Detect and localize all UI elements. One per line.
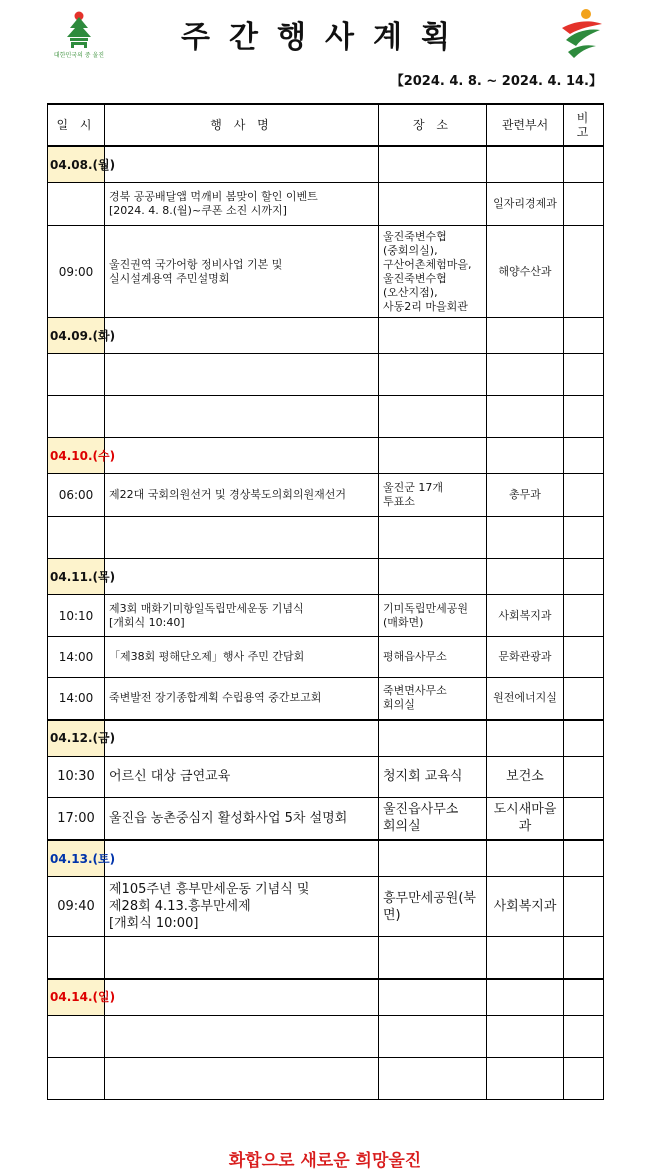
department-cell: 해양수산과 [487, 226, 564, 318]
date-row [48, 318, 604, 354]
column-header-place: 장 소 [379, 104, 487, 146]
event-name-cell [105, 937, 379, 979]
department-cell: 도시새마을과 [487, 797, 564, 840]
empty-cell [379, 979, 487, 1016]
place-cell: 울진읍사무소 회의실 [379, 797, 487, 840]
note-cell [564, 396, 604, 438]
event-name-cell: 어르신 대상 금연교육 [105, 756, 379, 797]
empty-cell [487, 559, 564, 595]
place-cell: 흥무만세공원(북면) [379, 877, 487, 937]
place-cell [379, 183, 487, 226]
empty-cell [379, 438, 487, 474]
empty-cell [564, 720, 604, 757]
table-row [48, 1015, 604, 1057]
table-row [48, 595, 604, 637]
empty-cell [487, 720, 564, 757]
note-cell [564, 637, 604, 678]
department-cell: 총무과 [487, 474, 564, 517]
place-cell: 평해읍사무소 [379, 637, 487, 678]
time-cell: 09:40 [48, 877, 105, 937]
time-cell: 14:00 [48, 637, 105, 678]
note-cell [564, 678, 604, 720]
table-row [48, 877, 604, 937]
date-cell: 04.09.(화) [48, 318, 105, 354]
place-cell: 기미독립만세공원 (매화면) [379, 595, 487, 637]
date-cell: 04.10.(수) [48, 438, 105, 474]
table-row [48, 797, 604, 840]
note-cell [564, 474, 604, 517]
emblem-icon [556, 6, 606, 60]
place-cell [379, 1057, 487, 1099]
department-cell: 보건소 [487, 756, 564, 797]
empty-cell [105, 840, 379, 877]
empty-cell [379, 840, 487, 877]
date-row [48, 559, 604, 595]
empty-cell [564, 840, 604, 877]
empty-cell [487, 840, 564, 877]
date-row [48, 438, 604, 474]
table-row [48, 678, 604, 720]
department-cell: 원전에너지실 [487, 678, 564, 720]
place-cell [379, 1015, 487, 1057]
date-cell: 04.14.(일) [48, 979, 105, 1016]
schedule-table [47, 103, 604, 1100]
note-cell [564, 595, 604, 637]
empty-cell [564, 146, 604, 183]
column-header-dept: 관련부서 [487, 104, 564, 146]
department-cell [487, 937, 564, 979]
event-name-cell: 경북 공공배달앱 먹깨비 봄맞이 할인 이벤트 [2024. 4. 8.(월)~쿠폰 소진 시까지] [105, 183, 379, 226]
time-cell [48, 937, 105, 979]
time-cell: 17:00 [48, 797, 105, 840]
empty-cell [105, 720, 379, 757]
empty-cell [105, 438, 379, 474]
date-cell: 04.13.(토) [48, 840, 105, 877]
time-cell [48, 396, 105, 438]
column-header-event: 행 사 명 [105, 104, 379, 146]
county-logo [48, 6, 110, 60]
empty-cell [105, 979, 379, 1016]
department-cell: 일자리경제과 [487, 183, 564, 226]
place-cell: 죽변면사무소 회의실 [379, 678, 487, 720]
event-name-cell: 울진읍 농촌중심지 활성화사업 5차 설명회 [105, 797, 379, 840]
department-cell [487, 1015, 564, 1057]
place-cell: 청지회 교육식 [379, 756, 487, 797]
empty-cell [487, 146, 564, 183]
time-cell: 06:00 [48, 474, 105, 517]
note-cell [564, 517, 604, 559]
empty-cell [105, 559, 379, 595]
schedule-period: 【2024. 4. 8. ~ 2024. 4. 14.】 [390, 74, 602, 89]
time-cell: 10:10 [48, 595, 105, 637]
footer-slogan: 화합으로 새로운 희망울진 [228, 1151, 422, 1171]
empty-cell [379, 559, 487, 595]
table-row [48, 756, 604, 797]
time-cell: 10:30 [48, 756, 105, 797]
pine-tree-icon [48, 6, 110, 50]
empty-cell [379, 720, 487, 757]
table-row [48, 637, 604, 678]
note-cell [564, 183, 604, 226]
note-cell [564, 877, 604, 937]
note-cell [564, 1057, 604, 1099]
place-cell: 울진군 17개 투표소 [379, 474, 487, 517]
table-row [48, 226, 604, 318]
time-cell [48, 1057, 105, 1099]
event-name-cell: 제3회 매화기미항일독립만세운동 기념식 [개회식 10:40] [105, 595, 379, 637]
table-header-row [48, 104, 604, 146]
note-cell [564, 937, 604, 979]
department-cell [487, 1057, 564, 1099]
date-cell: 04.11.(목) [48, 559, 105, 595]
time-cell [48, 517, 105, 559]
table-row [48, 474, 604, 517]
table-row [48, 1057, 604, 1099]
note-cell [564, 797, 604, 840]
empty-cell [564, 438, 604, 474]
time-cell: 09:00 [48, 226, 105, 318]
column-header-datetime: 일 시 [48, 104, 105, 146]
place-cell [379, 354, 487, 396]
place-cell: 울진죽변수협 (중회의실), 구산어촌체험마을, 울진죽변수협 (오산지점), 사동2리 마을회관 [379, 226, 487, 318]
time-cell [48, 1015, 105, 1057]
department-cell [487, 517, 564, 559]
department-cell [487, 354, 564, 396]
event-name-cell: 죽변발전 장기종합계획 수립용역 중간보고회 [105, 678, 379, 720]
column-header-note: 비 고 [564, 104, 604, 146]
table-row [48, 517, 604, 559]
event-name-cell: 제105주년 흥부만세운동 기념식 및 제28회 4.13.흥부만세제 [개회식 10:00] [105, 877, 379, 937]
empty-cell [564, 979, 604, 1016]
note-cell [564, 1015, 604, 1057]
event-name-cell [105, 1057, 379, 1099]
empty-cell [564, 559, 604, 595]
time-cell: 14:00 [48, 678, 105, 720]
time-cell [48, 354, 105, 396]
table-row [48, 396, 604, 438]
empty-cell [487, 438, 564, 474]
date-row [48, 840, 604, 877]
event-name-cell [105, 1015, 379, 1057]
event-name-cell [105, 396, 379, 438]
note-cell [564, 226, 604, 318]
emblem-logo [556, 6, 606, 60]
empty-cell [379, 318, 487, 354]
department-cell: 문화관광과 [487, 637, 564, 678]
place-cell [379, 937, 487, 979]
empty-cell [564, 318, 604, 354]
department-cell [487, 396, 564, 438]
event-name-cell [105, 354, 379, 396]
date-row [48, 979, 604, 1016]
event-name-cell: 제22대 국회의원선거 및 경상북도의회의원재선거 [105, 474, 379, 517]
table-row [48, 937, 604, 979]
department-cell: 사회복지과 [487, 877, 564, 937]
page-title: 주간행사계획 [181, 20, 469, 55]
note-cell [564, 756, 604, 797]
place-cell [379, 517, 487, 559]
department-cell: 사회복지과 [487, 595, 564, 637]
logo-text: 대한민국의 중 울진 [53, 52, 105, 59]
date-cell: 04.08.(월) [48, 146, 105, 183]
place-cell [379, 396, 487, 438]
note-cell [564, 354, 604, 396]
table-row [48, 183, 604, 226]
event-name-cell [105, 517, 379, 559]
event-name-cell: 울진권역 국가어항 정비사업 기본 및 실시설계용역 주민설명회 [105, 226, 379, 318]
empty-cell [487, 979, 564, 1016]
date-row [48, 720, 604, 757]
table-row [48, 354, 604, 396]
empty-cell [487, 318, 564, 354]
empty-cell [379, 146, 487, 183]
date-cell: 04.12.(금) [48, 720, 105, 757]
empty-cell [105, 146, 379, 183]
date-row [48, 146, 604, 183]
time-cell [48, 183, 105, 226]
event-name-cell: 「제38회 평해단오제」행사 주민 간담회 [105, 637, 379, 678]
empty-cell [105, 318, 379, 354]
